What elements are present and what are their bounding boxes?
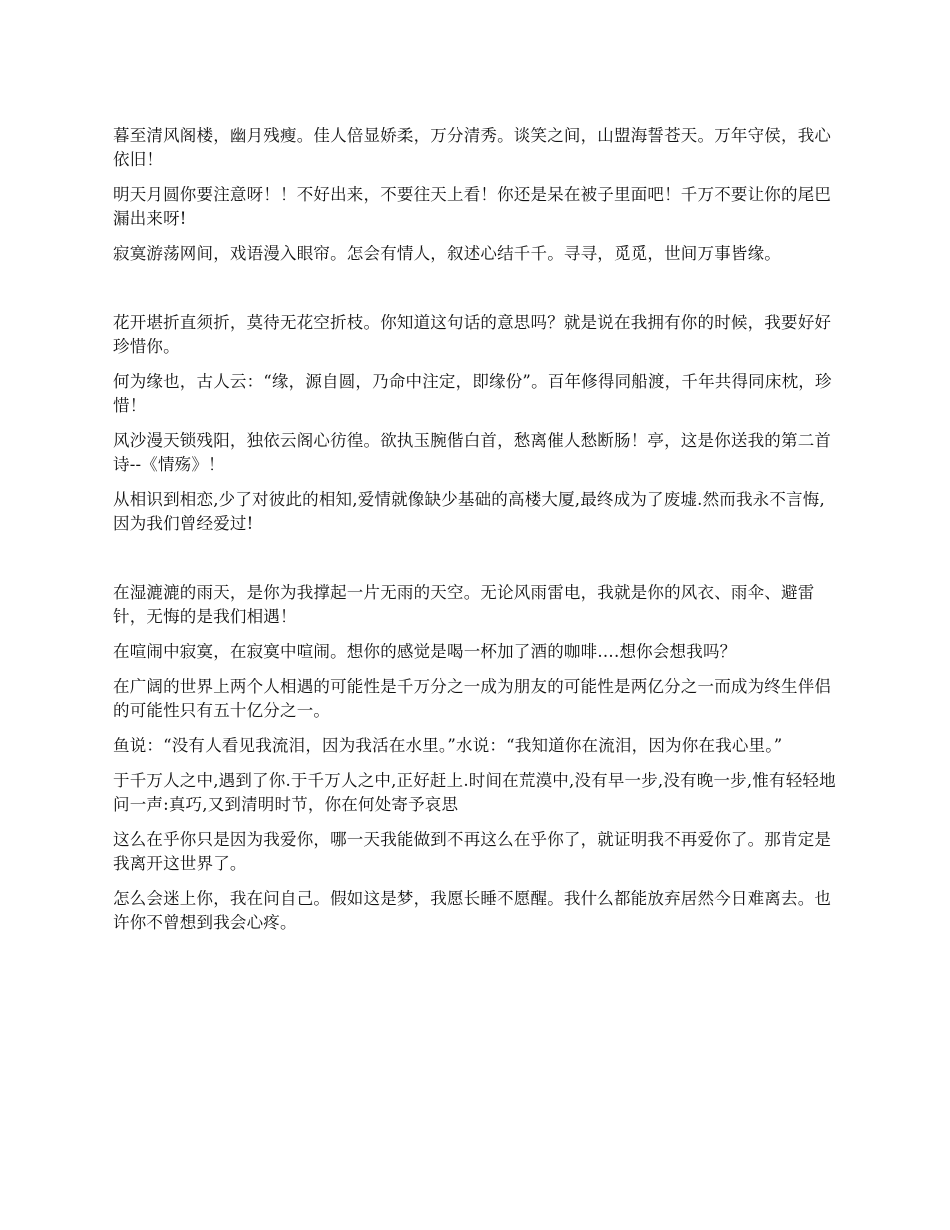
document-body (113, 124, 840, 946)
paragraph-4: 花开堪折直须折，莫待无花空折枝。你知道这句话的意思吗？就是说在我拥有你的时候，我要好好珍惜你。 (113, 313, 832, 356)
paragraph-8: 在湿漉漉的雨天，是你为我撑起一片无雨的天空。无论风雨雷电，我就是你的风衣、雨伞、避雷针，无悔的是我们相遇！ (113, 583, 815, 626)
section-gap (113, 277, 840, 311)
paragraph-11: 鱼说：“没有人看见我流泪，因为我活在水里。”水说：“我知道你在流泪，因为你在我心里。” (113, 736, 783, 755)
paragraph-5: 何为缘也，古人云：“缘，源自圆，乃命中注定，即缘份”。百年修得同船渡，千年共得同床枕，珍惜！ (113, 372, 832, 415)
paragraph-7: 从相识到相恋,少了对彼此的相知,爱情就像缺少基础的高楼大厦,最终成为了废墟.然而我永不言悔,因为我们曾经爱过! (113, 490, 825, 533)
paragraph-9: 在喧闹中寂寞，在寂寞中喧闹。想你的感觉是喝一杯加了酒的咖啡….想你会想我吗？ (113, 642, 737, 661)
paragraph-2: 明天月圆你要注意呀！！不好出来，不要往天上看！你还是呆在被子里面吧！千万不要让你的尾巴漏出来呀! (113, 185, 832, 228)
paragraph-3: 寂寞游荡网间，戏语漫入眼帘。怎会有情人，叙述心结千千。寻寻，觅觅，世间万事皆缘。 (113, 244, 781, 263)
section-gap (113, 547, 840, 581)
paragraph-10: 在广阔的世界上两个人相遇的可能性是千万分之一成为朋友的可能性是两亿分之一而成为终生伴侣的可能性只有五十亿分之一。 (113, 677, 832, 720)
paragraph-1: 暮至清风阁楼，幽月残瘦。佳人倍显娇柔，万分清秀。谈笑之间，山盟海誓苍天。万年守侯，我心依旧！ (113, 126, 832, 169)
paragraph-6: 风沙漫天锁残阳，独依云阁心彷徨。欲执玉腕偕白首，愁离催人愁断肠！亭，这是你送我的第二首诗--《情殇》！ (113, 431, 832, 474)
paragraph-14: 怎么会迷上你，我在问自己。假如这是梦，我愿长睡不愿醒。我什么都能放弃居然今日难离去。也许你不曾想到我会心疼。 (113, 889, 832, 932)
paragraph-13: 这么在乎你只是因为我爱你，哪一天我能做到不再这么在乎你了，就证明我不再爱你了。那肯定是我离开这世界了。 (113, 830, 832, 873)
paragraph-12: 于千万人之中,遇到了你.于千万人之中,正好赶上.时间在荒漠中,没有早一步,没有晚一步,惟有轻轻地问一声:真巧,又到清明时节，你在何处寄予哀思 (113, 771, 836, 814)
